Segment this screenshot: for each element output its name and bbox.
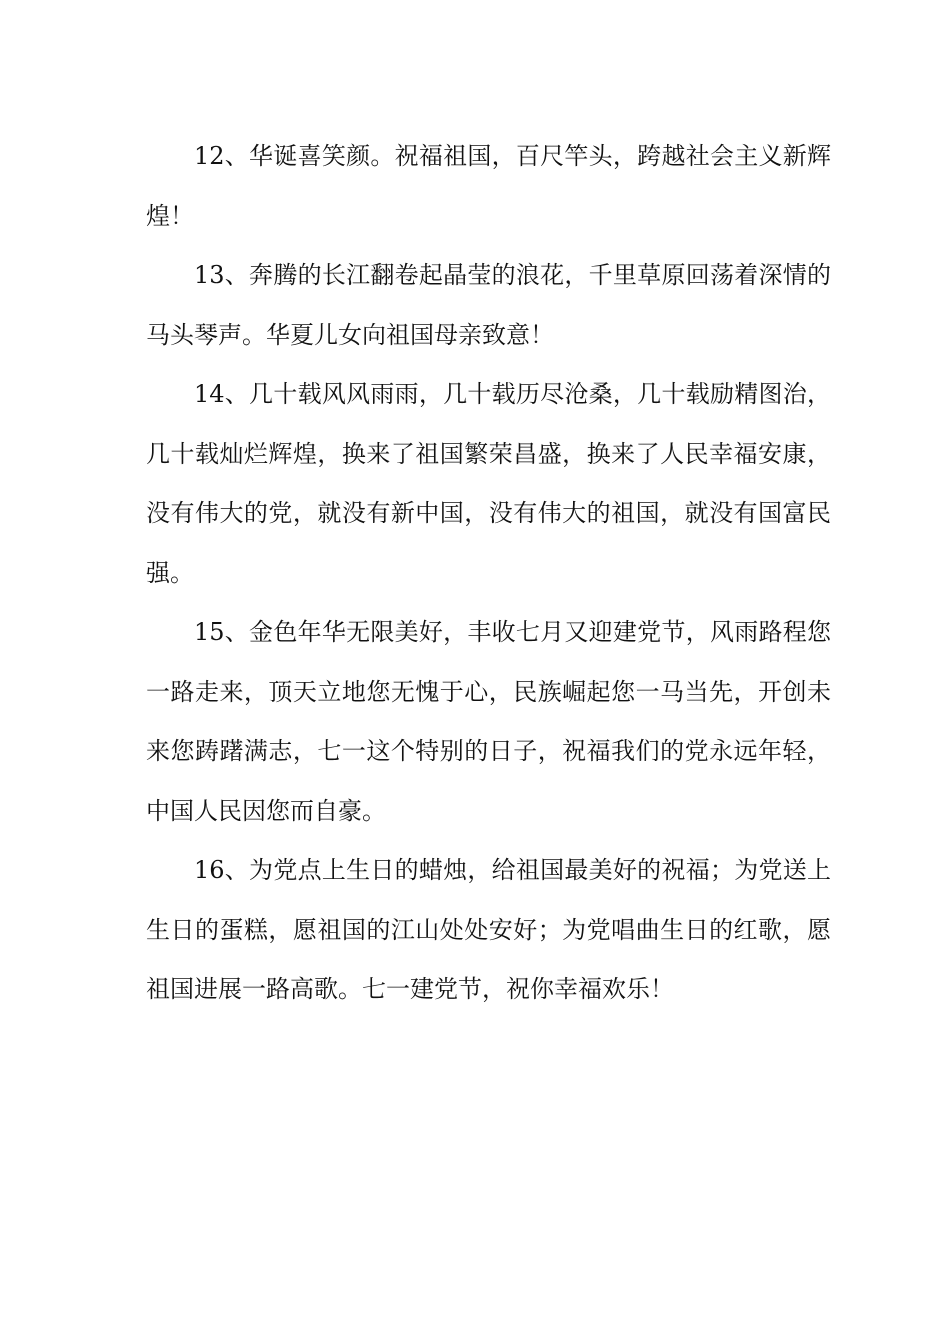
- paragraph-15: 15、金色年华无限美好，丰收七月又迎建党节，风雨路程您一路走来，顶天立地您无愧于心，民族崛起您一马当先，开创未来您踌躇满志，七一这个特别的日子，祝福我们的党永远年轻，中国人民因您而自豪。: [146, 618, 831, 825]
- paragraph-13: 13、奔腾的长江翻卷起晶莹的浪花，千里草原回荡着深情的马头琴声。华夏儿女向祖国母亲致意！: [146, 261, 831, 349]
- paragraph-14: 14、几十载风风雨雨，几十载历尽沧桑，几十载励精图治，几十载灿烂辉煌，换来了祖国繁荣昌盛，换来了人民幸福安康，没有伟大的党，就没有新中国，没有伟大的祖国，就没有国富民强。: [146, 380, 831, 587]
- paragraph-12: 12、华诞喜笑颜。祝福祖国，百尺竿头，跨越社会主义新辉煌！: [146, 142, 831, 230]
- document-body: [146, 127, 831, 1020]
- paragraph-16: 16、为党点上生日的蜡烛，给祖国最美好的祝福；为党送上生日的蛋糕，愿祖国的江山处处安好；为党唱曲生日的红歌，愿祖国进展一路高歌。七一建党节，祝你幸福欢乐！: [146, 856, 831, 1003]
